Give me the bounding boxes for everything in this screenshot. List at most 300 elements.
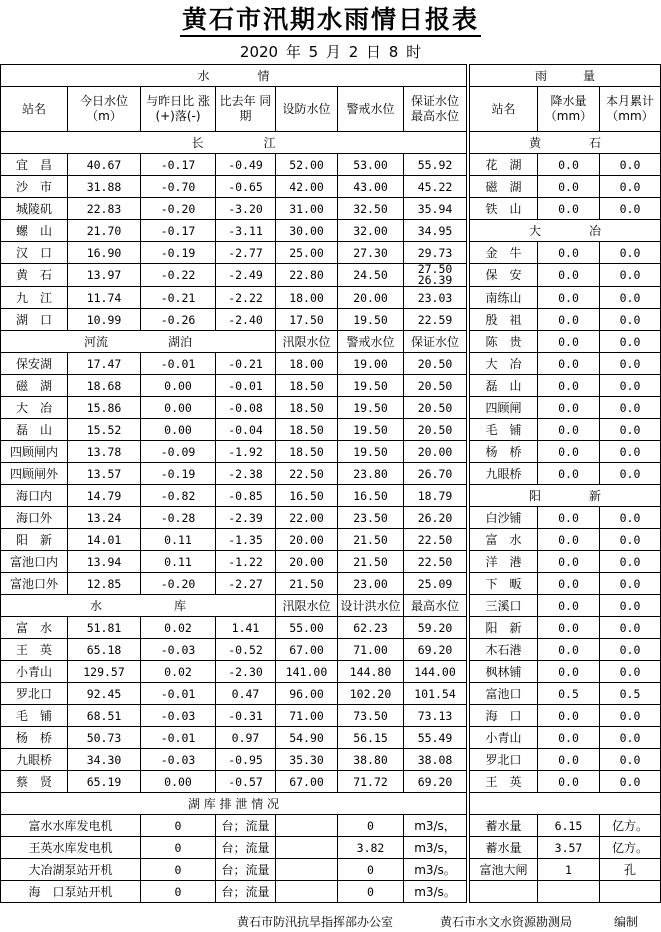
station-value: 23.50: [338, 507, 404, 529]
station-value: -0.28: [141, 507, 216, 529]
rain-monthly: 0.0: [600, 287, 661, 309]
drainage-extra-value: 6.15: [538, 815, 600, 837]
rain-monthly: 0.0: [600, 242, 661, 264]
station-name: 富 水: [1, 617, 68, 639]
station-value: 16.90: [68, 242, 141, 264]
station-value: -0.21: [141, 287, 216, 309]
station-value: -2.38: [216, 463, 276, 485]
station-value: 45.22: [404, 176, 467, 198]
station-value: 65.18: [68, 639, 141, 661]
station-name: 保安湖: [1, 353, 68, 375]
rain-station: 殷 祖: [470, 309, 538, 331]
rain-rainfall: 0.0: [538, 176, 600, 198]
station-name: 海口外: [1, 507, 68, 529]
rain-rainfall: 0.0: [538, 639, 600, 661]
station-value: 14.79: [68, 485, 141, 507]
station-value: 141.00: [276, 661, 338, 683]
rain-rainfall: 0.0: [538, 551, 600, 573]
rain-station: 小青山: [470, 727, 538, 749]
rain-rainfall: 0.0: [538, 264, 600, 287]
rain-rainfall: 0.0: [538, 154, 600, 176]
column-header-station: 站名: [1, 87, 68, 132]
station-value: -0.17: [141, 154, 216, 176]
station-value: 20.00: [338, 287, 404, 309]
station-value: -0.19: [141, 242, 216, 264]
section-yangtze: 长 江: [1, 132, 467, 154]
station-value: 11.74: [68, 287, 141, 309]
station-name: 富池口外: [1, 573, 68, 595]
station-value: 22.50: [404, 551, 467, 573]
drainage-count: 0: [141, 837, 216, 859]
column-header-rainfall: 降水量（mm）: [538, 87, 600, 132]
rain-rainfall: 0.0: [538, 749, 600, 771]
table-row: [1, 463, 661, 485]
rain-station: 南练山: [470, 287, 538, 309]
drainage-blank: [276, 881, 338, 903]
station-name: 螺 山: [1, 220, 68, 242]
rain-station: 大 冶: [470, 353, 538, 375]
station-value: 43.00: [338, 176, 404, 198]
drainage-extra-unit: 亿方。: [600, 815, 661, 837]
station-name: 小青山: [1, 661, 68, 683]
drainage-flow-unit: m3/s。: [404, 881, 467, 903]
station-value: -2.30: [216, 661, 276, 683]
table-row: [1, 881, 661, 903]
table-row: [1, 87, 661, 132]
rain-rainfall: 0.0: [538, 507, 600, 529]
station-value: -0.01: [141, 683, 216, 705]
rain-monthly: 0.0: [600, 749, 661, 771]
rain-rainfall: 0.0: [538, 771, 600, 793]
rain-station: 下 畈: [470, 573, 538, 595]
station-value: 56.15: [338, 727, 404, 749]
station-name: 海口内: [1, 485, 68, 507]
drainage-unit: 台；流量: [216, 837, 276, 859]
station-value: 29.73: [404, 242, 467, 264]
station-value: -2.27: [216, 573, 276, 595]
station-value: 35.94: [404, 198, 467, 220]
table-row: [1, 639, 661, 661]
station-value: 17.47: [68, 353, 141, 375]
station-name: 九 江: [1, 287, 68, 309]
rain-monthly: 0.0: [600, 198, 661, 220]
station-value: 19.00: [338, 353, 404, 375]
station-value: 50.73: [68, 727, 141, 749]
rain-rainfall: 0.0: [538, 441, 600, 463]
station-name: 蔡 贤: [1, 771, 68, 793]
station-name: 磁 湖: [1, 375, 68, 397]
station-value: 55.49: [404, 727, 467, 749]
rain-station: 王 英: [470, 771, 538, 793]
station-value: 22.83: [68, 198, 141, 220]
station-value: 13.57: [68, 463, 141, 485]
station-value: 10.99: [68, 309, 141, 331]
station-value: 129.57: [68, 661, 141, 683]
station-value: 22.50: [404, 529, 467, 551]
rain-station: 木石港: [470, 639, 538, 661]
station-value: 73.50: [338, 705, 404, 727]
station-value: 0.97: [216, 727, 276, 749]
rain-monthly: 0.0: [600, 529, 661, 551]
station-value: -0.08: [216, 397, 276, 419]
rain-monthly: 0.0: [600, 397, 661, 419]
station-value: 26.70: [404, 463, 467, 485]
rain-monthly: 0.0: [600, 727, 661, 749]
drainage-flow: 0: [338, 881, 404, 903]
station-value: -0.04: [216, 419, 276, 441]
column-header-defense: 设防水位: [276, 87, 338, 132]
rain-header: 雨 量: [470, 65, 661, 87]
rain-monthly: 0.0: [600, 551, 661, 573]
station-value: -0.31: [216, 705, 276, 727]
station-value: -3.11: [216, 220, 276, 242]
report-table: [0, 64, 661, 903]
station-value: 22.80: [276, 264, 338, 287]
drainage-flow: 0: [338, 859, 404, 881]
column-design-flood: 设计洪水位: [338, 595, 404, 617]
station-name: 阳 新: [1, 529, 68, 551]
station-name: 大 冶: [1, 397, 68, 419]
table-row: [1, 198, 661, 220]
station-value: 144.00: [404, 661, 467, 683]
rain-station: 保 安: [470, 264, 538, 287]
drainage-name: 王英水库发电机: [1, 837, 141, 859]
station-value: 35.30: [276, 749, 338, 771]
rain-rainfall: 0.0: [538, 573, 600, 595]
station-value: 54.90: [276, 727, 338, 749]
station-value: -0.65: [216, 176, 276, 198]
rain-monthly: 0.0: [600, 771, 661, 793]
station-name: 毛 铺: [1, 705, 68, 727]
station-value: -0.17: [141, 220, 216, 242]
rain-station: 九眼桥: [470, 463, 538, 485]
rain-station: 海 口: [470, 705, 538, 727]
station-value: -0.82: [141, 485, 216, 507]
column-header-vs-yesterday: 与昨日比 涨(+)落(-): [141, 87, 216, 132]
station-value: 17.50: [276, 309, 338, 331]
rain-station: 白沙铺: [470, 507, 538, 529]
table-row: [1, 287, 661, 309]
station-value: 0.11: [141, 551, 216, 573]
station-name: 王 英: [1, 639, 68, 661]
rain-station: 毛 铺: [470, 419, 538, 441]
rain-station: 富 水: [470, 529, 538, 551]
station-value: -0.26: [141, 309, 216, 331]
rain-rainfall: 0.0: [538, 242, 600, 264]
rain-rainfall: 0.0: [538, 375, 600, 397]
station-value: 22.00: [276, 507, 338, 529]
rain-monthly: 0.0: [600, 661, 661, 683]
station-name: 黄 石: [1, 264, 68, 287]
station-name: 宜 昌: [1, 154, 68, 176]
station-value: 71.72: [338, 771, 404, 793]
drainage-count: 0: [141, 881, 216, 903]
table-row: [1, 727, 661, 749]
rain-rainfall: 0.0: [538, 529, 600, 551]
station-value: 13.24: [68, 507, 141, 529]
rain-rainfall: 0.0: [538, 661, 600, 683]
table-row: [1, 441, 661, 463]
column-header-rain-station: 站名: [470, 87, 538, 132]
station-value: -0.03: [141, 639, 216, 661]
station-value: 144.80: [338, 661, 404, 683]
rain-rainfall: 0.0: [538, 397, 600, 419]
station-value: 73.13: [404, 705, 467, 727]
station-value: 18.68: [68, 375, 141, 397]
station-value: -0.21: [216, 353, 276, 375]
column-header-warning: 警戒水位: [338, 87, 404, 132]
station-value: 23.00: [338, 573, 404, 595]
station-value: 18.00: [276, 353, 338, 375]
column-flood-limit: 汛限水位: [276, 595, 338, 617]
station-value: -0.01: [216, 375, 276, 397]
rain-monthly: 0.5: [600, 683, 661, 705]
column-max-level: 最高水位: [404, 595, 467, 617]
rain-station: 洋 港: [470, 551, 538, 573]
report-title: 黄石市汛期水雨情日报表: [0, 4, 661, 37]
station-name: 湖 口: [1, 309, 68, 331]
drainage-count: 0: [141, 815, 216, 837]
station-name: 九眼桥: [1, 749, 68, 771]
table-row: [1, 661, 661, 683]
table-row: [1, 837, 661, 859]
station-value: 13.97: [68, 264, 141, 287]
table-row: [1, 331, 661, 353]
station-value: 18.50: [276, 375, 338, 397]
station-value: -1.92: [216, 441, 276, 463]
station-value: 96.00: [276, 683, 338, 705]
station-value: 31.88: [68, 176, 141, 198]
station-value: 32.50: [338, 198, 404, 220]
station-name: 汉 口: [1, 242, 68, 264]
station-value: 15.52: [68, 419, 141, 441]
station-value: 30.00: [276, 220, 338, 242]
drainage-extra-label: 富池大闸: [470, 859, 538, 881]
table-row: [1, 375, 661, 397]
station-value: 0.00: [141, 375, 216, 397]
drainage-extra-unit: [600, 881, 661, 903]
station-value: -0.09: [141, 441, 216, 463]
rain-monthly: 0.0: [600, 639, 661, 661]
station-value: 16.50: [338, 485, 404, 507]
station-value: 101.54: [404, 683, 467, 705]
rain-monthly: 0.0: [600, 419, 661, 441]
rain-rainfall: 0.0: [538, 287, 600, 309]
rain-monthly: 0.0: [600, 176, 661, 198]
footer-org-hydrology-bureau: 黄石市水文水资源勘测局: [440, 915, 573, 929]
station-name: 城陵矶: [1, 198, 68, 220]
station-value: -2.49: [216, 264, 276, 287]
station-value: 55.92: [404, 154, 467, 176]
station-value: 18.00: [276, 287, 338, 309]
table-row: [1, 573, 661, 595]
station-value: 92.45: [68, 683, 141, 705]
drainage-extra-label: 蓄水量: [470, 837, 538, 859]
station-value: 71.00: [338, 639, 404, 661]
drainage-flow-unit: m3/s，: [404, 815, 467, 837]
station-value: 19.50: [338, 309, 404, 331]
table-row: [1, 859, 661, 881]
station-value: 62.23: [338, 617, 404, 639]
station-name: 四顾闸内: [1, 441, 68, 463]
rain-group-header: 阳 新: [470, 485, 661, 507]
station-value: 31.00: [276, 198, 338, 220]
rain-station: 磁 湖: [470, 176, 538, 198]
drainage-extra-value: 3.57: [538, 837, 600, 859]
station-value: -0.03: [141, 705, 216, 727]
station-name: 罗北口: [1, 683, 68, 705]
drainage-name: 大冶湖泵站开机: [1, 859, 141, 881]
drainage-blank: [276, 859, 338, 881]
rain-station: 富池口: [470, 683, 538, 705]
rain-monthly: 0.0: [600, 573, 661, 595]
station-value: 20.00: [404, 441, 467, 463]
rain-monthly: 0.0: [600, 375, 661, 397]
drainage-blank: [276, 815, 338, 837]
station-value: 20.00: [276, 551, 338, 573]
rain-station: 四顾闸: [470, 397, 538, 419]
station-value: 42.00: [276, 176, 338, 198]
station-name: 杨 桥: [1, 727, 68, 749]
station-value: -0.22: [141, 264, 216, 287]
station-value: 34.95: [404, 220, 467, 242]
rain-station: 枫林铺: [470, 661, 538, 683]
station-value: 19.50: [338, 397, 404, 419]
station-value: 14.01: [68, 529, 141, 551]
station-value: 71.00: [276, 705, 338, 727]
station-name: 沙 市: [1, 176, 68, 198]
station-value: 69.20: [404, 771, 467, 793]
station-value: 21.50: [276, 573, 338, 595]
station-value: -1.35: [216, 529, 276, 551]
table-row: [1, 617, 661, 639]
station-value: -2.77: [216, 242, 276, 264]
rain-station: 花 湖: [470, 154, 538, 176]
table-row: [1, 595, 661, 617]
rain-monthly: 0.0: [600, 264, 661, 287]
column-warning: 警戒水位: [338, 331, 404, 353]
drainage-extra-label: 蓄水量: [470, 815, 538, 837]
drainage-flow: 0: [338, 815, 404, 837]
drainage-empty: [470, 793, 661, 815]
station-value: 0.02: [141, 661, 216, 683]
drainage-extra-unit: 孔: [600, 859, 661, 881]
table-row: [1, 65, 661, 87]
drainage-unit: 台；流量: [216, 859, 276, 881]
station-value: 69.20: [404, 639, 467, 661]
rain-monthly: 0.0: [600, 309, 661, 331]
drainage-count: 0: [141, 859, 216, 881]
table-row: [1, 176, 661, 198]
station-value: -0.01: [141, 727, 216, 749]
station-value: -3.20: [216, 198, 276, 220]
drainage-unit: 台；流量: [216, 881, 276, 903]
station-value: 27.50 26.39: [404, 264, 467, 287]
station-value: 19.50: [338, 441, 404, 463]
station-value: -2.40: [216, 309, 276, 331]
drainage-extra-unit: 亿方。: [600, 837, 661, 859]
station-value: 18.50: [276, 397, 338, 419]
rain-station: 罗北口: [470, 749, 538, 771]
station-value: 21.50: [338, 551, 404, 573]
rain-monthly: 0.0: [600, 353, 661, 375]
column-header-today-level: 今日水位（m）: [68, 87, 141, 132]
station-value: -0.49: [216, 154, 276, 176]
rain-station: 杨 桥: [470, 441, 538, 463]
footer-org-flood-office: 黄石市防汛抗旱指挥部办公室: [237, 915, 394, 929]
rain-rainfall: 0.0: [538, 463, 600, 485]
station-value: 68.51: [68, 705, 141, 727]
table-row: [1, 397, 661, 419]
drainage-blank: [276, 837, 338, 859]
table-row: [1, 242, 661, 264]
station-value: 23.03: [404, 287, 467, 309]
station-value: 13.94: [68, 551, 141, 573]
station-value: 40.67: [68, 154, 141, 176]
rain-station: 陈 贵: [470, 331, 538, 353]
table-row: [1, 551, 661, 573]
station-value: 20.50: [404, 397, 467, 419]
station-value: 27.30: [338, 242, 404, 264]
footer-edit-label: 编制: [614, 915, 639, 929]
rain-group-header: 黄 石: [470, 132, 661, 154]
station-name: 磊 山: [1, 419, 68, 441]
rain-rainfall: 0.5: [538, 683, 600, 705]
drainage-extra-label: [470, 881, 538, 903]
station-value: 0.11: [141, 529, 216, 551]
station-value: 38.80: [338, 749, 404, 771]
rain-group-header: 大 冶: [470, 220, 661, 242]
table-row: [1, 749, 661, 771]
rain-station: 三溪口: [470, 595, 538, 617]
rain-station: 铁 山: [470, 198, 538, 220]
drainage-unit: 台；流量: [216, 815, 276, 837]
rain-monthly: 0.0: [600, 507, 661, 529]
station-value: 26.20: [404, 507, 467, 529]
station-value: -0.19: [141, 463, 216, 485]
drainage-extra-value: [538, 881, 600, 903]
rain-rainfall: 0.0: [538, 331, 600, 353]
rain-rainfall: 0.0: [538, 617, 600, 639]
drainage-flow-unit: m3/s，: [404, 837, 467, 859]
station-value: 12.85: [68, 573, 141, 595]
station-value: 20.00: [276, 529, 338, 551]
rain-monthly: 0.0: [600, 463, 661, 485]
station-value: 55.00: [276, 617, 338, 639]
station-value: -0.95: [216, 749, 276, 771]
rain-rainfall: 0.0: [538, 353, 600, 375]
rain-station: 磊 山: [470, 375, 538, 397]
station-value: 20.50: [404, 375, 467, 397]
station-value: 102.20: [338, 683, 404, 705]
station-value: 52.00: [276, 154, 338, 176]
table-row: [1, 220, 661, 242]
station-value: 13.78: [68, 441, 141, 463]
table-row: [1, 309, 661, 331]
station-name: 四顾闸外: [1, 463, 68, 485]
table-row: [1, 683, 661, 705]
table-row: [1, 353, 661, 375]
station-value: 67.00: [276, 771, 338, 793]
station-value: 24.50: [338, 264, 404, 287]
drainage-name: 海 口泵站开机: [1, 881, 141, 903]
station-value: -0.03: [141, 749, 216, 771]
water-header: 水 情: [1, 65, 467, 87]
rain-rainfall: 0.0: [538, 419, 600, 441]
table-row: [1, 419, 661, 441]
table-row: [1, 793, 661, 815]
station-value: 19.50: [338, 375, 404, 397]
